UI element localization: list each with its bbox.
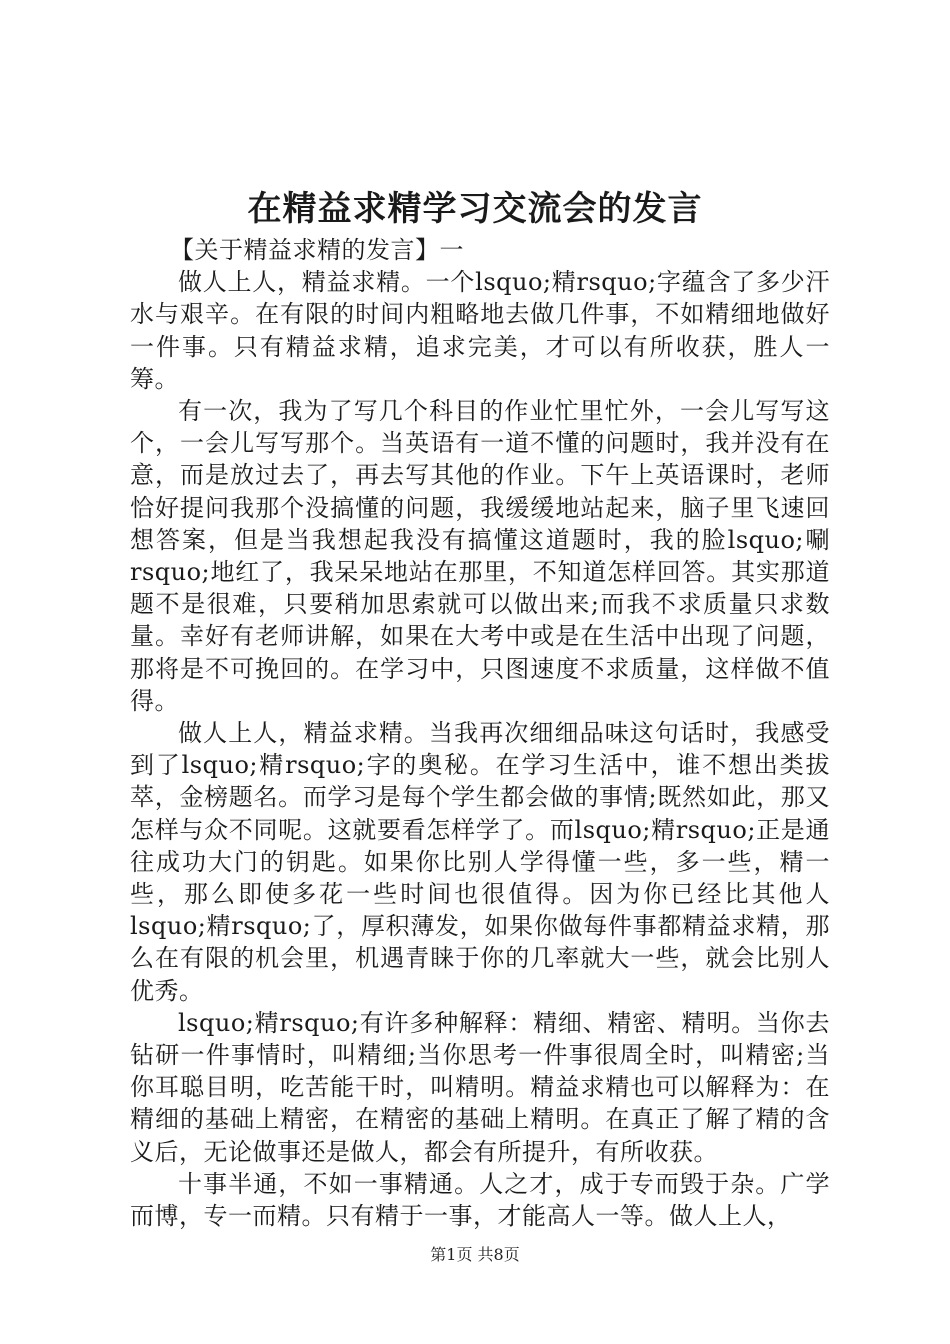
document-title: 在精益求精学习交流会的发言	[247, 189, 703, 229]
paragraph: 做人上人，精益求精。当我再次细细品味这句话时，我感受到了lsquo;精rsquo;字的奥秘。在学习生活中，谁不想出类拔萃，金榜题名。而学习是每个学生都会做的事情;既然如此，那又怎样与众不同呢。这就要看怎样学了。而lsquo;精rsquo;正是通往成功大门的钥匙。如果你比别人学得懂一些，多一些，精一些，那么即使多花一些时间也很值得。因为你已经比其他人lsquo;精rsquo;了，厚积薄发，如果你做每件事都精益求精，那么在有限的机会里，机遇青睐于你的几率就大一些，就会比别人优秀。	[130, 719, 830, 1005]
section-subheading: 【关于精益求精的发言】一	[170, 236, 464, 264]
page-number-footer: 第1页 共8页	[430, 1245, 520, 1264]
paragraph: lsquo;精rsquo;有许多种解释：精细、精密、精明。当你去钻研一件事情时，叫精细;当你思考一件事很周全时，叫精密;当你耳聪目明，吃苦能干时，叫精明。精益求精也可以解释为：在精细的基础上精密，在精密的基础上精明。在真正了解了精的含义后，无论做事还是做人，都会有所提升，有所收获。	[130, 1008, 830, 1166]
paragraph: 有一次，我为了写几个科目的作业忙里忙外，一会儿写写这个，一会儿写写那个。当英语有一道不懂的问题时，我并没有在意，而是放过去了，再去写其他的作业。下午上英语课时，老师恰好提问我那个没搞懂的问题，我缓缓地站起来，脑子里飞速回想答案，但是当我想起我没有搞懂这道题时，我的脸lsquo;唰rsquo;地红了，我呆呆地站在那里，不知道怎样回答。其实那道题不是很难，只要稍加思索就可以做出来;而我不求质量只求数量。幸好有老师讲解，如果在大考中或是在生活中出现了问题，那将是不可挽回的。在学习中，只图速度不求质量，这样做不值得。	[130, 397, 830, 715]
document-body	[130, 234, 830, 1232]
paragraph: 做人上人，精益求精。一个lsquo;精rsquo;字蕴含了多少汗水与艰辛。在有限的时间内粗略地去做几件事，不如精细地做好一件事。只有精益求精，追求完美，才可以有所收获，胜人一筹。	[130, 268, 830, 393]
paragraph: 十事半通，不如一事精通。人之才，成于专而毁于杂。广学而博，专一而精。只有精于一事，才能高人一等。做人上人，	[130, 1169, 830, 1231]
